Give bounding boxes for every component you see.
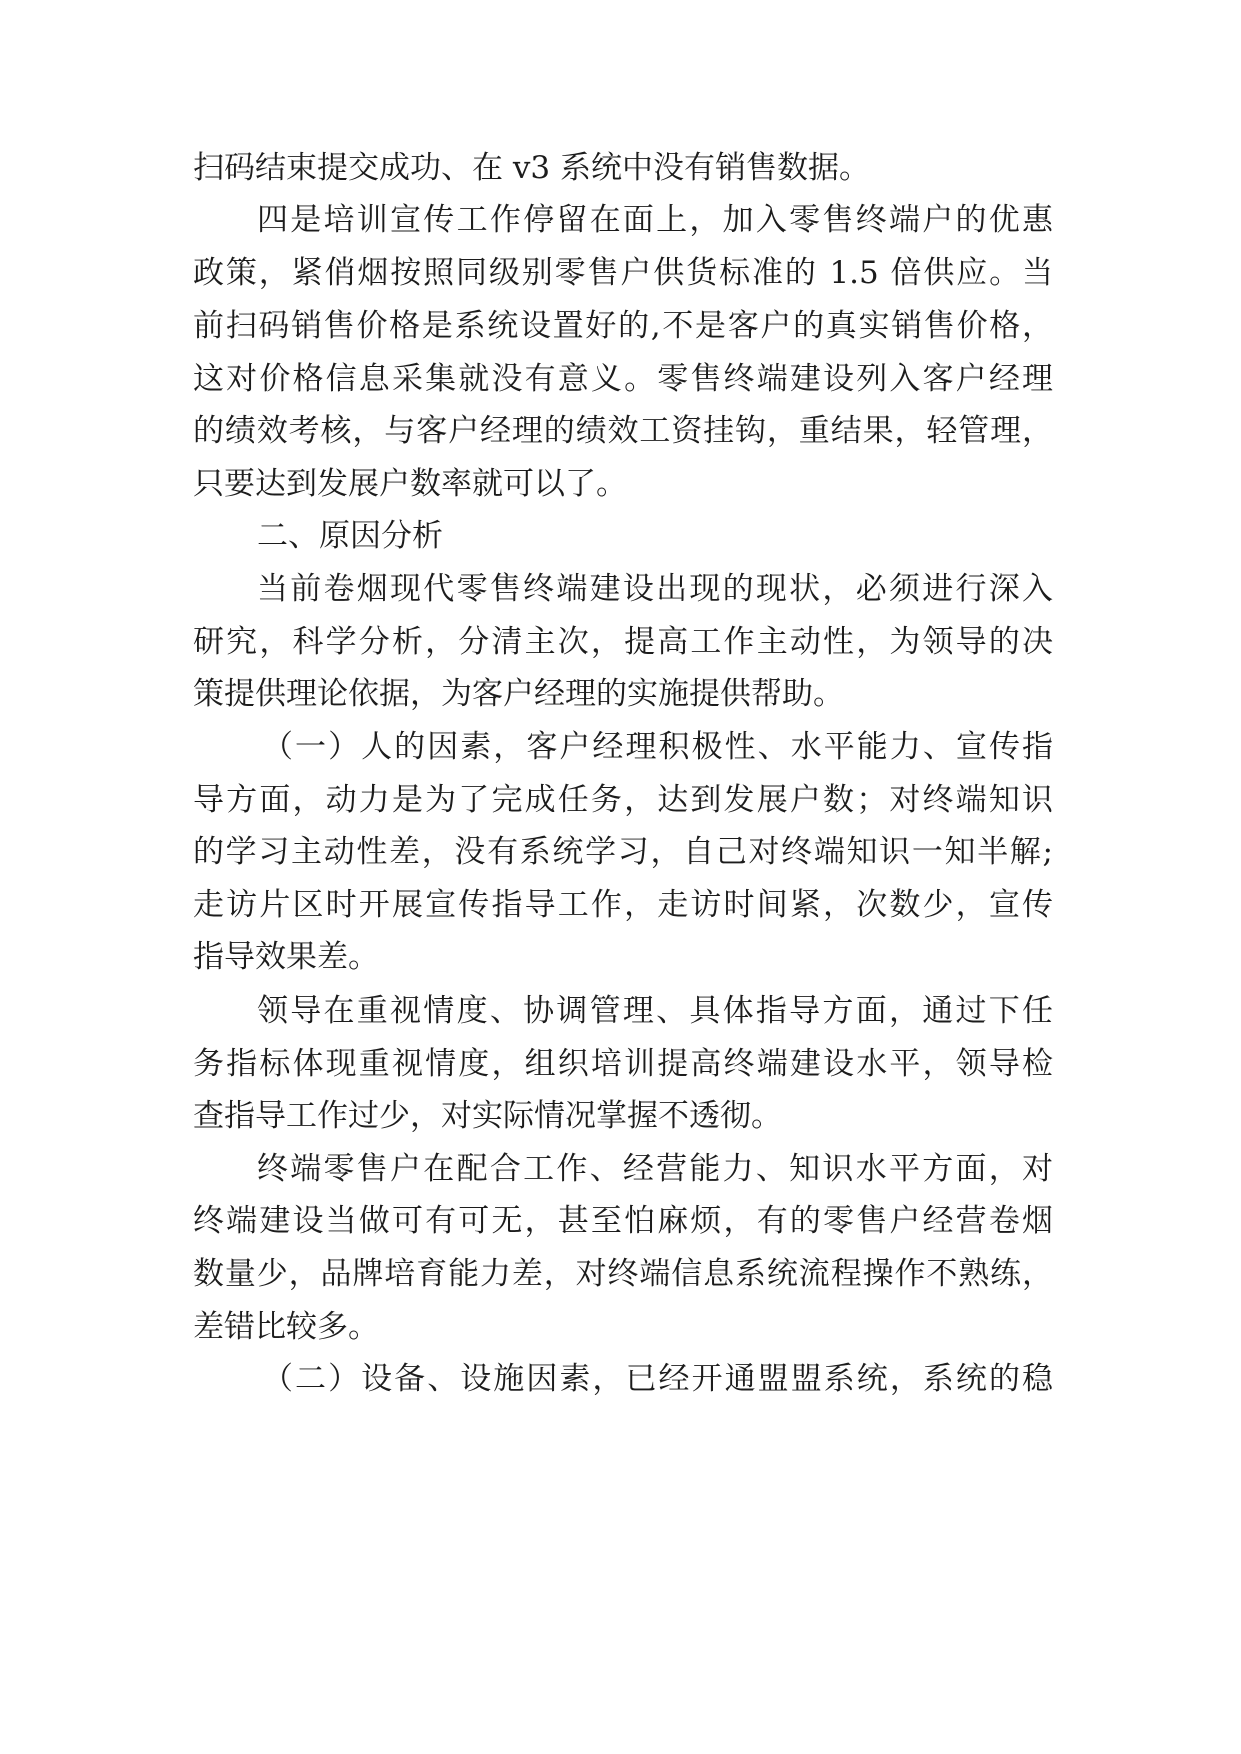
text-line: （二）设备、设施因素，已经开通盟盟系统，系统的稳 [262, 1361, 1053, 1397]
text-line: 的绩效考核，与客户经理的绩效工资挂钩，重结果，轻管理， [193, 413, 1053, 449]
text-line: 只要达到发展户数率就可以了。 [193, 466, 627, 502]
text-line: 数量少，品牌培育能力差，对终端信息系统流程操作不熟练， [193, 1256, 1053, 1292]
text-line: 当前卷烟现代零售终端建设出现的现状，必须进行深入 [257, 571, 1053, 607]
text-line: 策提供理论依据，为客户经理的实施提供帮助。 [193, 676, 844, 712]
text-line: 差错比较多。 [193, 1309, 379, 1345]
section-heading: 二、原因分析 [257, 518, 443, 554]
text-line: 终端建设当做可有可无，甚至怕麻烦，有的零售户经营卷烟 [193, 1203, 1053, 1239]
text-line: 指导效果差。 [193, 939, 379, 975]
text-line: 导方面，动力是为了完成任务，达到发展户数；对终端知识 [193, 782, 1053, 818]
text-line: 终端零售户在配合工作、经营能力、知识水平方面，对 [257, 1151, 1053, 1187]
text-line: 这对价格信息采集就没有意义。零售终端建设列入客户经理 [193, 361, 1053, 397]
text-line: 研究，科学分析，分清主次，提高工作主动性，为领导的决 [193, 624, 1053, 660]
text-line: 务指标体现重视情度，组织培训提高终端建设水平，领导检 [193, 1046, 1053, 1082]
text-line: （一）人的因素，客户经理积极性、水平能力、宣传指 [262, 729, 1053, 765]
text-line: 前扫码销售价格是系统设置好的,不是客户的真实销售价格， [193, 308, 1053, 344]
text-line: 政策，紧俏烟按照同级别零售户供货标准的 1.5 倍供应。当 [193, 255, 1053, 291]
text-line: 查指导工作过少，对实际情况掌握不透彻。 [193, 1098, 782, 1134]
text-line: 的学习主动性差，没有系统学习，自己对终端知识一知半解; [193, 834, 1053, 870]
text-line: 扫码结束提交成功、在 v3 系统中没有销售数据。 [193, 150, 870, 186]
text-line: 领导在重视情度、协调管理、具体指导方面，通过下任 [257, 993, 1053, 1029]
text-line: 四是培训宣传工作停留在面上，加入零售终端户的优惠 [257, 202, 1053, 238]
text-line: 走访片区时开展宣传指导工作，走访时间紧，次数少，宣传 [193, 887, 1053, 923]
